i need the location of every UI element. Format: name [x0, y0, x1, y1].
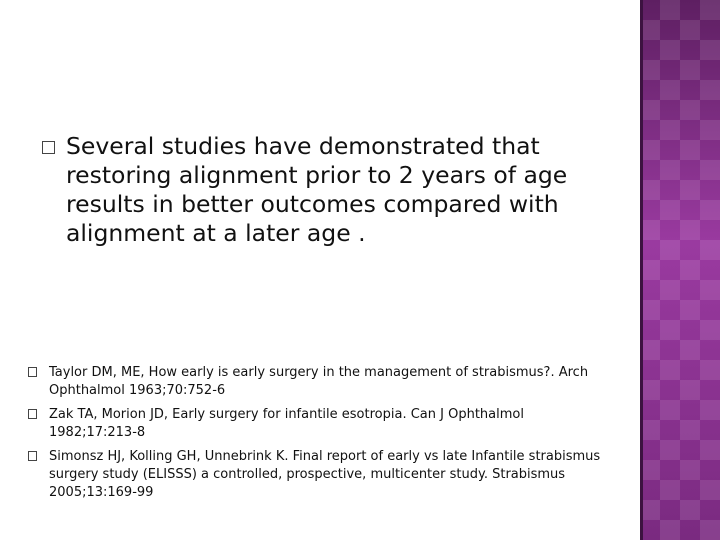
reference-item: [28, 448, 608, 502]
reference-item: [28, 364, 608, 400]
reference-text: Zak TA, Morion JD, Early surgery for infantile esotropia. Can J Ophthalmol 1982;17:213-8: [49, 407, 524, 440]
bullet-box-icon: [28, 451, 37, 461]
reference-item: [28, 406, 608, 442]
references-list: [28, 364, 608, 508]
bullet-box-icon: [28, 367, 37, 377]
bullet-box-icon: [28, 409, 37, 419]
bullet-box-icon: [42, 141, 55, 154]
main-bullet-text: Several studies have demonstrated that restoring alignment prior to 2 years of age results in better outcomes compared with alignment at a later age .: [66, 132, 568, 247]
reference-text: Taylor DM, ME, How early is early surgery in the management of strabismus?. Arch Ophthalmol 1963;70:752-6: [49, 365, 589, 398]
decorative-side-panel: [640, 0, 720, 540]
main-bullet: [42, 132, 602, 248]
side-panel-edge: [640, 0, 643, 540]
reference-text: Simonsz HJ, Kolling GH, Unnebrink K. Final report of early vs late Infantile strabismus surgery study (ELISSS) a controlled, prospective, multicenter study. Strabismus 2005;13:169-99: [49, 449, 601, 500]
